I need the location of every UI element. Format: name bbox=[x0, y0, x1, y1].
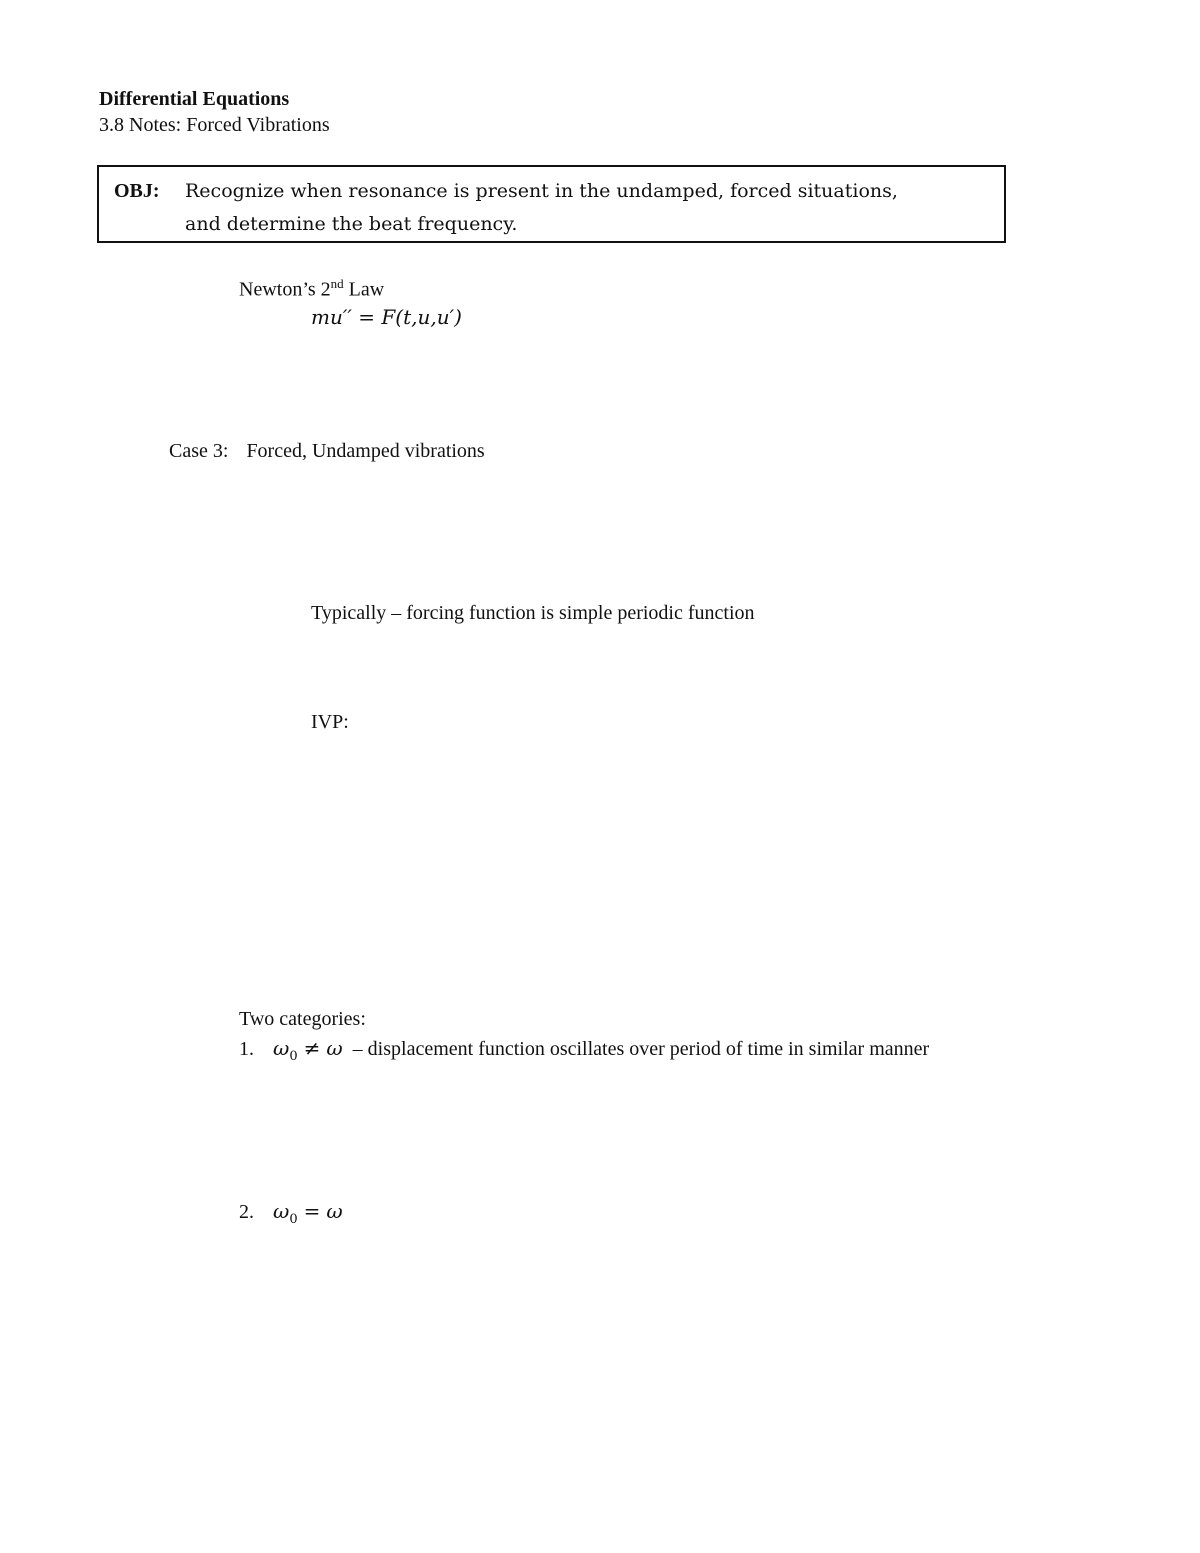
objective-text-line-1: Recognize when resonance is present in the undamped, forced situations, bbox=[185, 180, 898, 202]
case-3-heading bbox=[169, 440, 485, 463]
category-2-rhs: ω bbox=[326, 1199, 343, 1223]
category-2-omega: $\omega_0$ bbox=[273, 1199, 298, 1227]
category-item-1 bbox=[239, 1036, 929, 1064]
category-1-number: 1. bbox=[239, 1038, 254, 1060]
category-1-omega: $\omega_0$ bbox=[273, 1036, 298, 1064]
newton-law-prefix: Newton’s 2 bbox=[239, 278, 331, 301]
case-3-label: Case 3: bbox=[169, 440, 229, 462]
newton-law-heading bbox=[239, 276, 384, 302]
category-2-relation: = bbox=[303, 1199, 321, 1223]
category-2-number: 2. bbox=[239, 1201, 254, 1223]
newton-law-superscript: nd bbox=[330, 276, 344, 291]
categories-heading: Two categories: bbox=[239, 1008, 366, 1030]
case-3-description: Forced, Undamped vibrations bbox=[246, 440, 485, 462]
newton-law-suffix: Law bbox=[343, 278, 385, 301]
ivp-label: IVP: bbox=[311, 711, 349, 733]
objective-label: OBJ: bbox=[114, 180, 160, 202]
category-item-2 bbox=[239, 1199, 343, 1227]
page-title: Differential Equations bbox=[99, 88, 290, 110]
category-1-description: – displacement function oscillates over period of time in similar manner bbox=[352, 1038, 930, 1060]
objective-text-line-2: and determine the beat frequency. bbox=[185, 213, 518, 235]
newton-law-equation: mu′′ = F(t,u,u′) bbox=[311, 305, 462, 329]
objective-box bbox=[97, 165, 1006, 243]
category-1-rhs: ω bbox=[326, 1036, 343, 1060]
category-1-relation: ≠ bbox=[303, 1036, 321, 1060]
forcing-function-note: Typically – forcing function is simple periodic function bbox=[311, 602, 755, 624]
page-subtitle: 3.8 Notes: Forced Vibrations bbox=[99, 114, 330, 136]
